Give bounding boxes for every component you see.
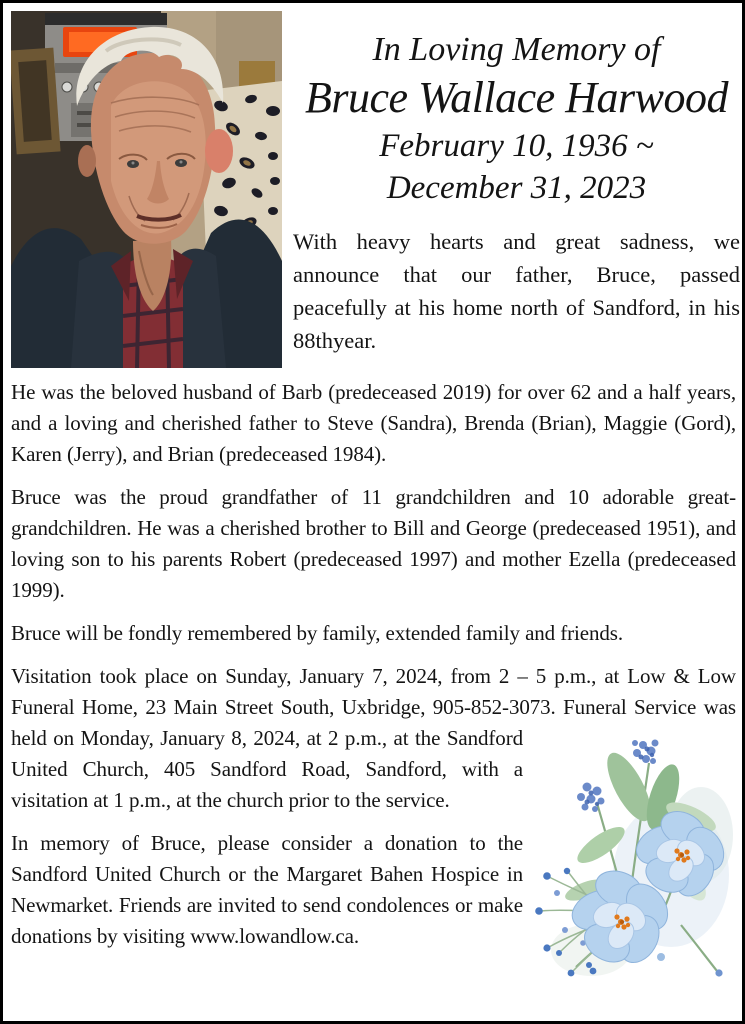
portrait-photo	[11, 11, 282, 368]
picture-frame	[11, 48, 61, 155]
floral-decoration	[531, 725, 736, 979]
paragraph-intro: With heavy hearts and great sadness, we announce that our father, Bruce, passed peacefully at his home north of Sandford, in his 88thyear.	[293, 229, 740, 353]
services-tail: Sandford United Church, 405 Sandford Road, Sandford, with a visitation at 1 p.m., at the church prior to the service.	[11, 726, 523, 812]
memorial-header	[293, 11, 740, 380]
death-date: December 31, 2023	[386, 170, 647, 206]
paragraph-donations: In memory of Bruce, please consider a donation to the Sandford United Church or the Margaret Bahen Hospice in Newmarket. Friends are invited to send condolences or make donations by visiting www.lowandlow.ca.	[11, 831, 523, 948]
portrait-image	[11, 11, 282, 368]
services-lead: Visitation took place on Sunday, January 7, 2024, from 2 – 5 p.m., at Low & Low Funeral Home, 23 Main Street South, Uxbridge, 905-852-3073. Funeral Service was held on Monday, January 8, 2024, at 2 p.m., at the	[11, 664, 736, 750]
memorial-heading: In Loving Memory of	[372, 31, 661, 68]
paragraph-family: He was the beloved husband of Barb (predeceased 2019) for over 62 and a half years, and a loving and cherished father to Steve (Sandra), Brenda (Brian), Maggie (Gord), Karen (Jerry), and Brian (predeceased 1984).	[11, 380, 736, 466]
paragraph-services	[11, 661, 736, 816]
deceased-name: Bruce Wallace Harwood	[305, 73, 728, 122]
paragraph-grandfather: Bruce was the proud grandfather of 11 grandchildren and 10 adorable great-grandchildren. He was a cherished brother to Bill and George (predeceased 1951), and loving son to his parents Robert (predeceased 1997) and mother Ezella (predeceased 1999).	[11, 485, 736, 602]
paragraph-remembered: Bruce will be fondly remembered by family, extended family and friends.	[11, 621, 624, 645]
birth-date: February 10, 1936 ~	[379, 128, 654, 164]
flowers-image	[531, 725, 736, 979]
obituary-body	[11, 377, 736, 979]
